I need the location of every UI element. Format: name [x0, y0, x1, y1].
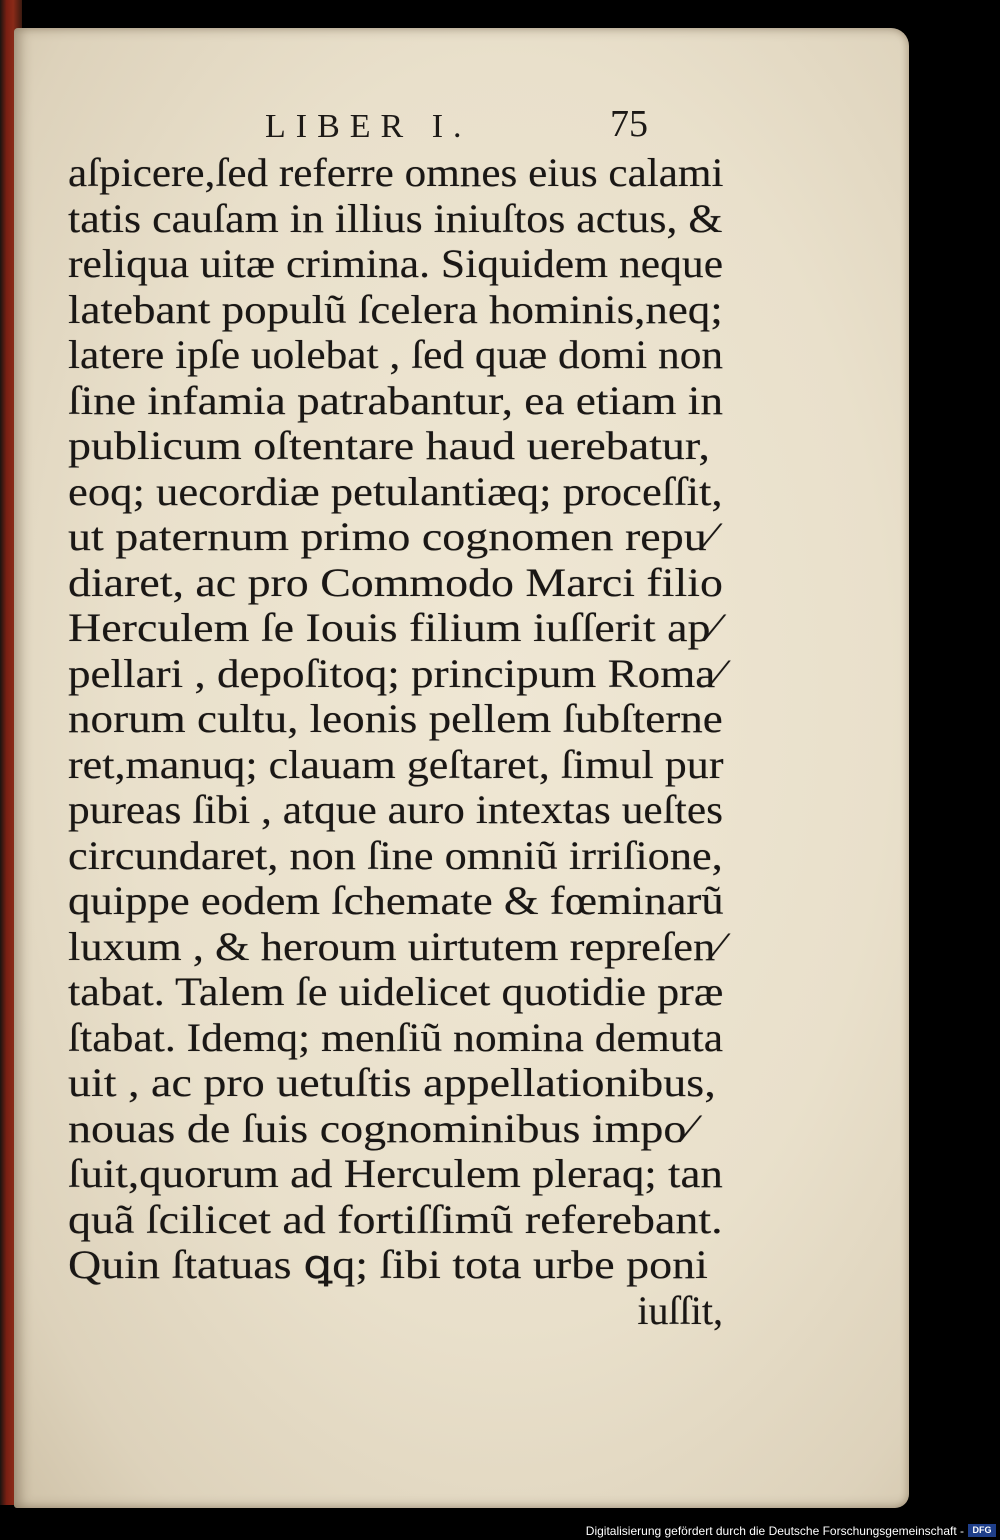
- text-line: aſpicere,ſed referre omnes eius calami: [68, 150, 724, 195]
- text-line: eoq; uecordiæ petulantiæq; proceſſit,: [68, 468, 723, 514]
- text-line: pureas ſibi , atque auro intextas ueſtes: [68, 787, 724, 832]
- text-line: uit , ac pro uetuſtis appellationibus,: [68, 1060, 716, 1105]
- text-line: ſtabat. Idemq; menſiũ nomina demuta: [68, 1014, 724, 1060]
- page-number: 75: [610, 103, 648, 145]
- text-line: tatis cauſam in illius iniuſtos actus, &: [68, 195, 723, 241]
- catchword: iuſſit,: [637, 1287, 723, 1333]
- text-line: reliqua uitæ crimina. Siquidem neque: [68, 241, 724, 286]
- text-line: ſuit,quorum ad Herculem pleraq; tan: [68, 1151, 723, 1196]
- text-line: latere ipſe uolebat , ſed quæ domi non: [68, 332, 724, 377]
- text-line: nouas de ſuis cognominibus impo⁄: [68, 1105, 695, 1151]
- text-line: norum cultu, leonis pellem ſubſterne: [68, 696, 723, 741]
- dfg-logo: DFG: [968, 1524, 996, 1537]
- text-line: diaret, ac pro Commodo Marci filio: [68, 559, 723, 605]
- text-line: ret,manuq; clauam geſtaret, ſimul pur: [68, 741, 724, 787]
- body-text: [68, 150, 748, 1333]
- running-head-label: LIBER I.: [265, 108, 472, 145]
- text-line: quippe eodem ſchemate & fœminarũ: [68, 878, 724, 923]
- text-line: ut paternum primo cognomen repu⁄: [68, 514, 715, 559]
- text-line: tabat. Talem ſe uidelicet quotidie præ: [68, 969, 724, 1014]
- text-line: pellari , depoſitoq; principum Roma⁄: [68, 650, 723, 696]
- text-line: quã ſcilicet ad fortiſſimũ referebant.: [68, 1196, 723, 1242]
- footer-credit: Digitalisierung gefördert durch die Deutsche Forschungsgemeinschaft -: [585, 1524, 964, 1538]
- text-line: Quin ſtatuas ꝗq; ſibi tota urbe poni: [68, 1242, 708, 1287]
- text-line: Herculem ſe Iouis filium iuſſerit ap⁄: [68, 605, 719, 650]
- text-line: circundaret, non ſine omniũ irriſione,: [68, 832, 723, 878]
- text-line: ſine infamia patrabantur, ea etiam in: [68, 377, 724, 423]
- text-line: latebant populũ ſcelera hominis,neq;: [68, 286, 723, 332]
- text-line: luxum , & heroum uirtutem repreſen⁄: [68, 923, 723, 969]
- text-line: publicum oſtentare haud uerebatur,: [68, 423, 710, 468]
